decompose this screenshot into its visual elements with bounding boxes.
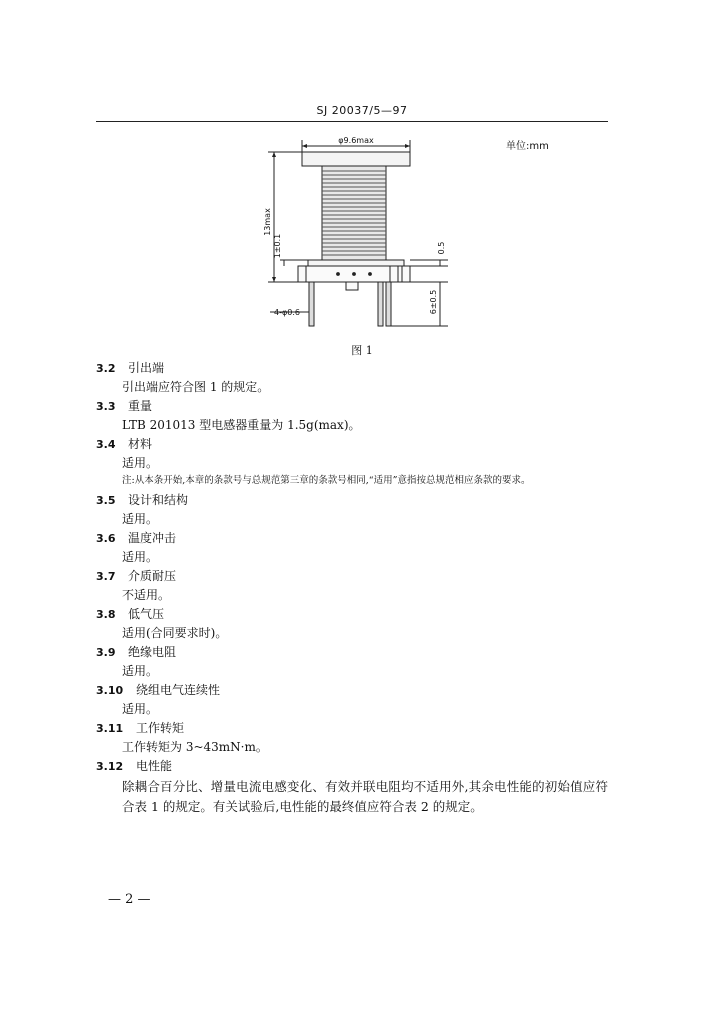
- section-3-9-heading: 3.9 绝缘电阻: [96, 645, 177, 659]
- dim-flange: 1±0.1: [273, 233, 282, 259]
- section-3-12-heading: 3.12 电性能: [96, 759, 173, 773]
- section-3-5-heading: 3.5 设计和结构: [96, 493, 189, 507]
- standard-number: SJ 20037/5—97: [316, 104, 408, 117]
- section-3-6-body: 适用。: [122, 550, 159, 564]
- section-3-10-body: 适用。: [122, 702, 159, 716]
- top-flange: [302, 152, 410, 166]
- section-3-11-heading: 3.11 工作转矩: [96, 721, 185, 735]
- section-3-4-heading: 3.4 材料: [96, 437, 153, 451]
- dim-pin-diameter: 4-φ0.6: [274, 308, 300, 317]
- winding: [322, 166, 386, 260]
- section-3-5-body: 适用。: [122, 512, 159, 526]
- section-3-10-heading: 3.10 绕组电气连续性: [96, 683, 221, 697]
- section-3-7-heading: 3.7 介质耐压: [96, 569, 177, 583]
- bottom-flange: [308, 260, 404, 266]
- section-3-9-body: 适用。: [122, 664, 159, 678]
- dim-height: 13max: [263, 208, 272, 236]
- section-3-2-heading: 3.2 引出端: [96, 361, 165, 375]
- section-3-8-body: 适用(合同要求时)。: [122, 626, 228, 640]
- dim-gap: 0.5: [437, 241, 446, 255]
- section-3-4-note: 注:从本条开始,本章的条款号与总规范第三章的条款号相同,“适用”意指按总规范相应条款的要求。: [122, 475, 531, 486]
- section-3-7-body: 不适用。: [122, 588, 171, 602]
- section-3-3-body: LTB 201013 型电感器重量为 1.5g(max)。: [122, 418, 361, 432]
- header-rule: [96, 121, 608, 122]
- section-3-3-heading: 3.3 重量: [96, 399, 153, 413]
- unit-label: 单位:mm: [506, 141, 549, 152]
- page-number: — 2 —: [108, 892, 151, 907]
- section-3-4-body: 适用。: [122, 456, 159, 470]
- section-3-8-heading: 3.8 低气压: [96, 607, 165, 621]
- section-3-12-body: 除耦合百分比、增量电流电感变化、有效并联电阻均不适用外,其余电性能的初始值应符合表 1 的规定。有关试验后,电性能的最终值应符合表 2 的规定。: [122, 779, 608, 814]
- figure-caption: 图 1: [351, 344, 373, 357]
- dim-pin-length: 6±0.5: [429, 289, 438, 315]
- inductor-drawing: [250, 134, 460, 334]
- section-3-11-body: 工作转矩为 3~43mN·m。: [122, 740, 268, 754]
- section-3-6-heading: 3.6 温度冲击: [96, 531, 177, 545]
- dim-diameter: φ9.6max: [338, 136, 374, 145]
- section-3-2-body: 引出端应符合图 1 的规定。: [122, 380, 270, 394]
